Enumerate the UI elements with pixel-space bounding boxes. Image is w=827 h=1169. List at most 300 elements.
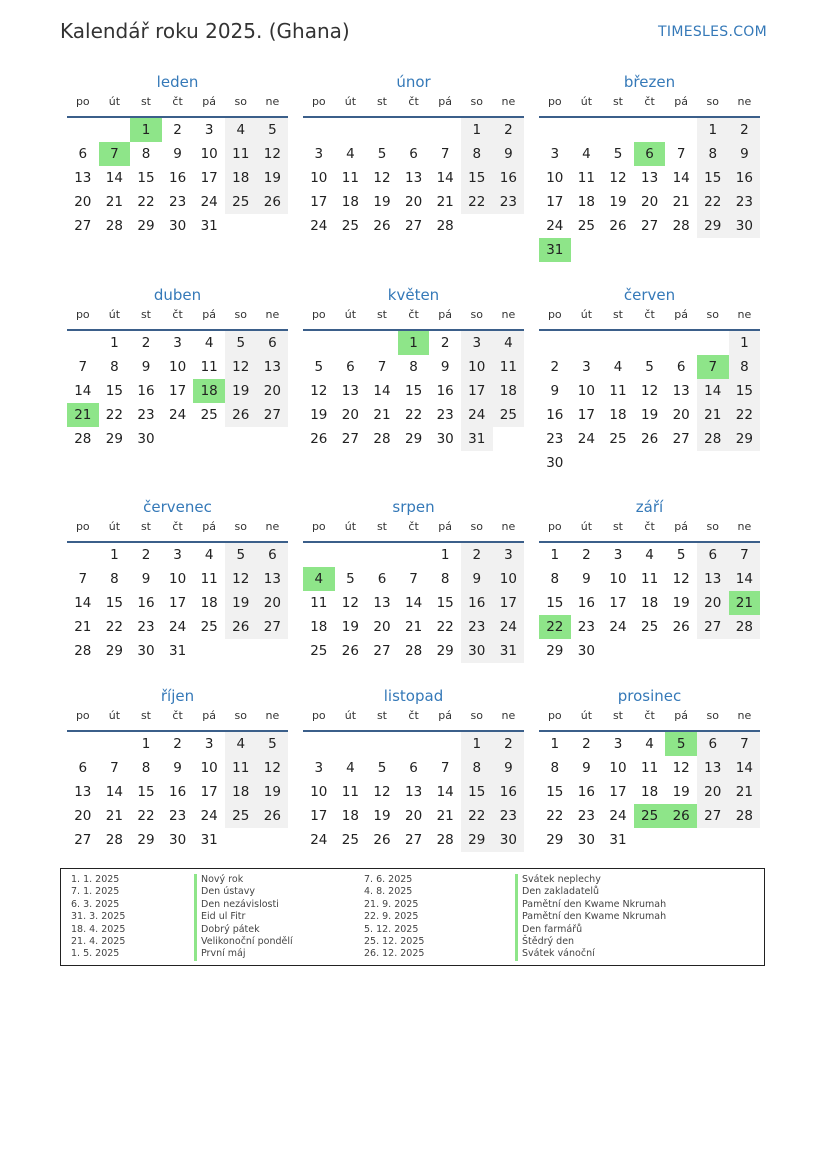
- empty-cell: [303, 331, 335, 355]
- day-cell: 17: [609, 595, 627, 611]
- day-cell: 22: [461, 804, 493, 828]
- day-cell: 4: [493, 331, 525, 355]
- day-cell: 31: [461, 427, 493, 451]
- day-cell: 9: [141, 359, 151, 375]
- month-name: říjen: [160, 687, 195, 705]
- day-cell: 22: [697, 190, 729, 214]
- day-cell: 24: [310, 218, 328, 234]
- day-cell: 9: [582, 571, 591, 587]
- day-cell: 18: [200, 595, 218, 611]
- day-cell: 6: [346, 359, 355, 375]
- day-cell: 18: [493, 379, 525, 403]
- day-cell: 9: [173, 760, 182, 776]
- day-cell: 22: [105, 407, 123, 423]
- day-cell: 28: [404, 643, 423, 659]
- day-cell: 20: [640, 194, 659, 210]
- day-cell: 25: [225, 804, 257, 828]
- weekday-label: čt: [172, 308, 183, 321]
- weekday-label: so: [470, 709, 483, 722]
- day-cell: 26: [640, 431, 659, 447]
- day-cell: 25: [200, 619, 218, 635]
- day-cell: 14: [105, 170, 123, 186]
- empty-cell: [665, 118, 697, 142]
- day-cell: 19: [373, 194, 391, 210]
- day-cell: 4: [645, 736, 654, 752]
- day-cell: 23: [493, 190, 525, 214]
- weekday-label: čt: [172, 709, 183, 722]
- weekday-label: st: [140, 520, 151, 533]
- day-cell: 30: [168, 218, 187, 234]
- day-cell: 31: [609, 832, 627, 848]
- weekday-header: [67, 93, 288, 118]
- holiday-day-cell: 7: [99, 142, 131, 166]
- day-cell: 23: [436, 407, 454, 423]
- weekday-label: st: [612, 308, 623, 321]
- day-cell: 1: [550, 547, 560, 563]
- day-cell: 11: [200, 571, 218, 587]
- day-cell: 13: [74, 170, 92, 186]
- month-5: [303, 285, 524, 451]
- day-cell: 21: [436, 194, 454, 210]
- day-cell: 7: [110, 760, 119, 776]
- weekday-label: st: [140, 308, 151, 321]
- day-cell: 24: [200, 808, 218, 824]
- day-cell: 8: [461, 756, 493, 780]
- day-cell: 30: [546, 455, 564, 471]
- day-cell: 15: [729, 379, 761, 403]
- month-name: duben: [153, 286, 202, 304]
- day-cell: 6: [409, 760, 418, 776]
- day-cell: 17: [200, 170, 218, 186]
- day-cell: 2: [461, 543, 493, 567]
- day-grid: [539, 118, 760, 262]
- day-cell: 28: [672, 218, 690, 234]
- day-cell: 19: [672, 595, 690, 611]
- day-cell: 12: [609, 170, 627, 186]
- day-cell: 18: [341, 194, 359, 210]
- empty-cell: [366, 543, 398, 567]
- day-cell: 23: [546, 431, 564, 447]
- weekday-label: út: [344, 709, 357, 722]
- day-cell: 15: [546, 784, 564, 800]
- day-cell: 20: [74, 194, 92, 210]
- day-cell: 20: [341, 407, 359, 423]
- day-cell: 26: [257, 190, 289, 214]
- weekday-label: so: [706, 709, 719, 722]
- empty-cell: [67, 118, 99, 142]
- day-cell: 7: [78, 359, 88, 375]
- day-cell: 9: [440, 359, 450, 375]
- day-cell: 17: [493, 591, 525, 615]
- day-cell: 9: [493, 142, 525, 166]
- day-cell: 13: [697, 756, 729, 780]
- empty-cell: [67, 732, 99, 756]
- day-cell: 11: [493, 355, 525, 379]
- day-cell: 21: [729, 780, 761, 804]
- day-cell: 10: [493, 567, 525, 591]
- day-cell: 25: [310, 643, 328, 659]
- legend-holiday-name: Štědrý den: [522, 935, 575, 947]
- day-cell: 1: [550, 736, 560, 752]
- empty-cell: [697, 331, 729, 355]
- legend-names-left: [194, 874, 293, 961]
- legend-date: 7. 6. 2025: [364, 874, 413, 885]
- day-cell: 21: [436, 808, 454, 824]
- day-cell: 12: [310, 383, 328, 399]
- weekday-label: st: [140, 709, 151, 722]
- month-name: březen: [623, 73, 676, 91]
- weekday-label: čt: [172, 95, 183, 108]
- day-cell: 20: [404, 194, 423, 210]
- weekday-label: so: [470, 308, 483, 321]
- day-cell: 26: [373, 218, 391, 234]
- day-cell: 22: [137, 194, 155, 210]
- day-cell: 26: [225, 615, 257, 639]
- day-cell: 9: [461, 567, 493, 591]
- day-cell: 12: [257, 756, 289, 780]
- holiday-day-cell: 21: [67, 403, 99, 427]
- day-cell: 6: [697, 543, 729, 567]
- day-cell: 4: [225, 118, 257, 142]
- day-cell: 20: [697, 780, 729, 804]
- day-cell: 5: [377, 146, 387, 162]
- day-cell: 26: [257, 804, 289, 828]
- weekday-header: [539, 93, 760, 118]
- day-cell: 12: [640, 383, 659, 399]
- day-cell: 18: [577, 194, 595, 210]
- day-cell: 24: [168, 619, 187, 635]
- day-cell: 23: [168, 808, 187, 824]
- weekday-label: pá: [202, 308, 217, 321]
- day-cell: 11: [310, 595, 328, 611]
- day-cell: 6: [257, 331, 289, 355]
- day-cell: 11: [225, 756, 257, 780]
- day-cell: 4: [346, 146, 355, 162]
- weekday-label: ne: [265, 709, 280, 722]
- month-3: [539, 72, 760, 262]
- weekday-label: po: [547, 308, 562, 321]
- day-cell: 3: [582, 359, 591, 375]
- weekday-label: po: [75, 308, 90, 321]
- day-cell: 30: [729, 214, 761, 238]
- day-cell: 23: [137, 407, 155, 423]
- day-cell: 4: [204, 335, 214, 351]
- day-grid: [303, 331, 524, 451]
- day-cell: 30: [493, 828, 525, 852]
- day-cell: 6: [257, 543, 289, 567]
- weekday-label: ne: [737, 709, 752, 722]
- day-cell: 28: [729, 615, 761, 639]
- empty-cell: [634, 118, 666, 142]
- legend-date: 1. 1. 2025: [71, 874, 120, 885]
- day-cell: 12: [341, 595, 359, 611]
- legend-date: 18. 4. 2025: [71, 923, 126, 935]
- day-cell: 26: [373, 832, 391, 848]
- day-cell: 27: [341, 431, 359, 447]
- day-cell: 8: [550, 571, 560, 587]
- weekday-label: čt: [172, 520, 183, 533]
- brand-link[interactable]: TIMESLES.COM: [658, 24, 767, 40]
- day-cell: 29: [105, 643, 123, 659]
- day-cell: 17: [577, 407, 595, 423]
- holiday-day-cell: 5: [665, 732, 697, 756]
- weekday-label: út: [580, 308, 593, 321]
- day-cell: 26: [310, 431, 328, 447]
- day-cell: 10: [609, 760, 627, 776]
- empty-cell: [335, 118, 367, 142]
- day-cell: 25: [609, 431, 627, 447]
- weekday-label: so: [470, 520, 483, 533]
- day-cell: 20: [672, 407, 690, 423]
- day-cell: 26: [225, 403, 257, 427]
- day-cell: 10: [609, 571, 627, 587]
- day-cell: 5: [346, 571, 355, 587]
- weekday-label: ne: [265, 308, 280, 321]
- legend-date: 31. 3. 2025: [71, 911, 126, 923]
- day-cell: 3: [613, 547, 623, 563]
- day-cell: 20: [74, 808, 92, 824]
- legend-holiday-name: Dobrý pátek: [201, 923, 260, 935]
- day-cell: 1: [461, 732, 493, 756]
- legend-date: 4. 8. 2025: [364, 886, 413, 898]
- day-cell: 9: [173, 146, 182, 162]
- month-7: [67, 497, 288, 663]
- day-cell: 19: [257, 166, 289, 190]
- day-cell: 15: [546, 595, 564, 611]
- empty-cell: [335, 331, 367, 355]
- month-10: [67, 686, 288, 852]
- day-cell: 27: [404, 218, 423, 234]
- day-cell: 10: [168, 571, 187, 587]
- day-cell: 14: [404, 595, 423, 611]
- day-grid: [303, 118, 524, 238]
- month-name: listopad: [383, 687, 444, 705]
- day-cell: 7: [676, 146, 686, 162]
- day-cell: 15: [105, 595, 123, 611]
- day-cell: 6: [377, 571, 387, 587]
- day-cell: 5: [225, 543, 257, 567]
- day-cell: 25: [200, 407, 218, 423]
- weekday-label: út: [108, 520, 121, 533]
- day-cell: 16: [493, 780, 525, 804]
- empty-cell: [665, 331, 697, 355]
- day-cell: 10: [200, 760, 218, 776]
- day-cell: 15: [137, 784, 155, 800]
- empty-cell: [539, 118, 571, 142]
- day-cell: 29: [546, 643, 564, 659]
- legend-holiday-name: Pamětní den Kwame Nkrumah: [522, 911, 667, 923]
- weekday-label: pá: [438, 95, 453, 108]
- weekday-label: st: [376, 520, 387, 533]
- empty-cell: [303, 543, 335, 567]
- day-cell: 18: [225, 780, 257, 804]
- weekday-label: út: [580, 95, 593, 108]
- day-cell: 26: [341, 643, 359, 659]
- day-cell: 12: [373, 784, 391, 800]
- day-cell: 15: [404, 383, 423, 399]
- day-cell: 15: [436, 595, 454, 611]
- day-cell: 14: [729, 756, 761, 780]
- day-cell: 11: [640, 760, 659, 776]
- day-cell: 27: [697, 615, 729, 639]
- weekday-label: so: [706, 520, 719, 533]
- weekday-label: pá: [202, 95, 217, 108]
- legend-holiday-name: Pamětní den Kwame Nkrumah: [522, 898, 667, 910]
- day-cell: 30: [168, 832, 187, 848]
- weekday-label: st: [612, 95, 623, 108]
- legend-date: 22. 9. 2025: [364, 911, 419, 923]
- day-cell: 17: [168, 595, 187, 611]
- legend-holiday-name: Nový rok: [201, 874, 244, 885]
- weekday-label: so: [234, 308, 247, 321]
- weekday-label: so: [234, 709, 247, 722]
- legend-holiday-name: Eid ul Fitr: [201, 911, 246, 923]
- day-cell: 23: [577, 619, 595, 635]
- weekday-label: čt: [408, 308, 419, 321]
- day-cell: 19: [373, 808, 391, 824]
- day-cell: 8: [461, 142, 493, 166]
- weekday-label: po: [311, 709, 326, 722]
- day-cell: 8: [550, 760, 560, 776]
- day-cell: 9: [729, 142, 761, 166]
- day-cell: 1: [697, 118, 729, 142]
- empty-cell: [303, 732, 335, 756]
- day-cell: 1: [729, 331, 761, 355]
- legend-date: 1. 5. 2025: [71, 948, 120, 960]
- day-cell: 8: [110, 571, 119, 587]
- day-cell: 21: [697, 403, 729, 427]
- day-cell: 13: [404, 170, 423, 186]
- day-cell: 28: [105, 218, 123, 234]
- empty-cell: [571, 331, 603, 355]
- legend-dates-right: [364, 874, 424, 961]
- day-cell: 7: [729, 543, 761, 567]
- day-cell: 11: [640, 571, 659, 587]
- day-cell: 21: [672, 194, 690, 210]
- legend-date: 5. 12. 2025: [364, 923, 419, 935]
- day-cell: 30: [137, 643, 155, 659]
- day-cell: 27: [404, 832, 423, 848]
- day-cell: 22: [436, 619, 454, 635]
- day-cell: 19: [225, 379, 257, 403]
- day-cell: 13: [640, 170, 659, 186]
- day-cell: 5: [676, 547, 686, 563]
- weekday-label: čt: [644, 95, 655, 108]
- weekday-label: pá: [202, 520, 217, 533]
- day-cell: 7: [440, 760, 450, 776]
- day-cell: 19: [640, 407, 659, 423]
- day-cell: 24: [609, 808, 627, 824]
- weekday-header: [539, 707, 760, 732]
- empty-cell: [99, 732, 131, 756]
- day-cell: 2: [440, 335, 450, 351]
- weekday-label: út: [580, 520, 593, 533]
- day-cell: 8: [141, 146, 151, 162]
- month-name: srpen: [392, 498, 435, 516]
- day-cell: 4: [582, 146, 591, 162]
- day-cell: 19: [672, 784, 690, 800]
- day-cell: 15: [461, 780, 493, 804]
- day-cell: 29: [404, 431, 423, 447]
- weekday-label: pá: [438, 709, 453, 722]
- month-name: únor: [396, 73, 431, 91]
- day-cell: 31: [200, 218, 218, 234]
- day-cell: 29: [461, 828, 493, 852]
- day-cell: 3: [314, 760, 324, 776]
- day-cell: 14: [436, 170, 454, 186]
- day-cell: 11: [225, 142, 257, 166]
- weekday-label: čt: [644, 709, 655, 722]
- weekday-label: ne: [737, 308, 752, 321]
- month-name: září: [635, 498, 664, 516]
- legend-date: 7. 1. 2025: [71, 886, 120, 898]
- day-cell: 28: [373, 431, 391, 447]
- day-cell: 3: [550, 146, 560, 162]
- day-cell: 16: [137, 595, 155, 611]
- day-cell: 25: [225, 190, 257, 214]
- day-cell: 28: [729, 804, 761, 828]
- day-cell: 3: [314, 146, 324, 162]
- weekday-label: ne: [737, 95, 752, 108]
- empty-cell: [67, 331, 99, 355]
- day-cell: 25: [493, 403, 525, 427]
- day-cell: 24: [200, 194, 218, 210]
- day-cell: 28: [436, 218, 454, 234]
- day-cell: 16: [577, 595, 595, 611]
- day-cell: 13: [341, 383, 359, 399]
- weekday-label: čt: [644, 308, 655, 321]
- day-cell: 24: [546, 218, 564, 234]
- holiday-day-cell: 25: [634, 804, 666, 828]
- day-cell: 14: [74, 383, 92, 399]
- day-cell: 2: [582, 547, 591, 563]
- month-name: leden: [156, 73, 199, 91]
- day-grid: [303, 543, 524, 663]
- day-cell: 1: [440, 547, 450, 563]
- weekday-label: út: [108, 709, 121, 722]
- day-cell: 11: [609, 383, 627, 399]
- day-cell: 22: [404, 407, 423, 423]
- day-cell: 5: [257, 118, 289, 142]
- weekday-label: po: [311, 520, 326, 533]
- day-cell: 31: [200, 832, 218, 848]
- day-cell: 13: [257, 355, 289, 379]
- day-cell: 25: [640, 619, 659, 635]
- month-name: červenec: [143, 498, 212, 516]
- weekday-label: po: [311, 308, 326, 321]
- day-grid: [539, 331, 760, 475]
- day-cell: 15: [697, 166, 729, 190]
- day-cell: 20: [404, 808, 423, 824]
- empty-cell: [429, 118, 461, 142]
- day-cell: 27: [257, 403, 289, 427]
- day-cell: 10: [310, 170, 328, 186]
- day-cell: 2: [493, 118, 525, 142]
- weekday-label: čt: [408, 520, 419, 533]
- weekday-label: ne: [501, 95, 516, 108]
- day-grid: [303, 732, 524, 852]
- day-cell: 11: [341, 170, 359, 186]
- day-cell: 24: [168, 407, 187, 423]
- weekday-label: so: [234, 95, 247, 108]
- day-grid: [67, 118, 288, 238]
- day-cell: 11: [341, 784, 359, 800]
- day-cell: 24: [310, 832, 328, 848]
- day-cell: 12: [373, 170, 391, 186]
- day-cell: 8: [110, 359, 119, 375]
- legend-date: 26. 12. 2025: [364, 948, 425, 960]
- day-cell: 24: [461, 403, 493, 427]
